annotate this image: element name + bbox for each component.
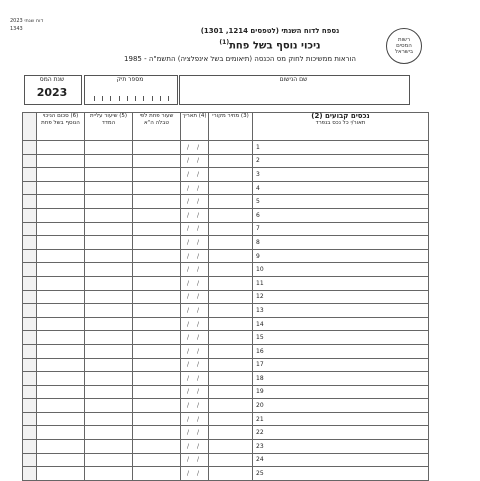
additional-deduction-cell[interactable] xyxy=(37,331,85,345)
table-row xyxy=(23,453,429,467)
table-row xyxy=(23,208,429,222)
index-rise-cell[interactable] xyxy=(85,440,133,454)
margin-cell xyxy=(23,412,37,426)
additional-deduction-cell[interactable] xyxy=(37,358,85,372)
table-row xyxy=(23,344,429,358)
date-cell[interactable]: / / xyxy=(181,344,209,358)
asset-description-cell[interactable]: 22 xyxy=(253,426,429,440)
original-price-cell[interactable] xyxy=(209,467,253,481)
index-rise-cell[interactable] xyxy=(85,236,133,250)
additional-deduction-cell[interactable] xyxy=(37,399,85,413)
index-rise-cell[interactable] xyxy=(85,168,133,182)
depreciation-rate-cell[interactable] xyxy=(133,344,181,358)
asset-description-cell[interactable]: 4 xyxy=(253,181,429,195)
depreciation-rate-cell[interactable] xyxy=(133,141,181,155)
table-row xyxy=(23,317,429,331)
additional-deduction-cell[interactable] xyxy=(37,304,85,318)
margin-cell xyxy=(23,304,37,318)
table-row xyxy=(23,412,429,426)
table-row xyxy=(23,263,429,277)
asset-description-cell[interactable]: 7 xyxy=(253,222,429,236)
additional-deduction-cell[interactable] xyxy=(37,426,85,440)
additional-deduction-cell[interactable] xyxy=(37,222,85,236)
margin-cell xyxy=(23,168,37,182)
margin-cell xyxy=(23,208,37,222)
original-price-cell[interactable] xyxy=(209,249,253,263)
original-price-cell[interactable] xyxy=(209,263,253,277)
index-rise-cell[interactable] xyxy=(85,290,133,304)
asset-description-cell[interactable]: 12 xyxy=(253,290,429,304)
original-price-cell[interactable] xyxy=(209,344,253,358)
table-row xyxy=(23,222,429,236)
depreciation-rate-cell[interactable] xyxy=(133,236,181,250)
col-assets-sub: תאור/י כל נכס בנפרד xyxy=(315,120,366,126)
asset-description-cell[interactable]: 19 xyxy=(253,385,429,399)
index-rise-cell[interactable] xyxy=(85,222,133,236)
table-row xyxy=(23,249,429,263)
col-header-date: (4) תאריך xyxy=(181,113,209,141)
original-price-cell[interactable] xyxy=(209,236,253,250)
additional-deduction-cell[interactable] xyxy=(37,181,85,195)
margin-cell xyxy=(23,195,37,209)
additional-deduction-cell[interactable] xyxy=(37,249,85,263)
taxpayer-name-label: שם הנישום xyxy=(279,76,308,83)
table-row xyxy=(23,168,429,182)
depreciation-rate-cell[interactable] xyxy=(133,195,181,209)
col-assets-title: נכסים קבועים xyxy=(325,112,370,120)
depreciation-rate-cell[interactable] xyxy=(133,467,181,481)
corner-form-number: 1343 xyxy=(10,26,23,32)
margin-cell xyxy=(23,426,37,440)
depreciation-rate-cell[interactable] xyxy=(133,222,181,236)
corner-year: דוח שנתי 2023 xyxy=(10,18,44,24)
asset-description-cell[interactable]: 11 xyxy=(253,276,429,290)
margin-cell xyxy=(23,331,37,345)
margin-cell xyxy=(23,276,37,290)
form-subtitle: הוראות ממשיכות לחוק מס הכנסה (תיאומים בשל אינפלציה) התשמ"ה - 1985 xyxy=(124,55,356,63)
original-price-cell[interactable] xyxy=(209,453,253,467)
index-rise-cell[interactable] xyxy=(85,304,133,318)
asset-description-cell[interactable]: 20 xyxy=(253,399,429,413)
depreciation-rate-cell[interactable] xyxy=(133,154,181,168)
index-rise-cell[interactable] xyxy=(85,317,133,331)
date-cell[interactable]: / / xyxy=(181,317,209,331)
table-row xyxy=(23,195,429,209)
index-rise-cell[interactable] xyxy=(85,344,133,358)
date-cell[interactable]: / / xyxy=(181,181,209,195)
margin-cell xyxy=(23,399,37,413)
original-price-cell[interactable] xyxy=(209,372,253,386)
asset-description-cell[interactable]: 3 xyxy=(253,168,429,182)
original-price-cell[interactable] xyxy=(209,222,253,236)
original-price-cell[interactable] xyxy=(209,385,253,399)
table-row xyxy=(23,331,429,345)
original-price-cell[interactable] xyxy=(209,358,253,372)
asset-description-cell[interactable]: 24 xyxy=(253,453,429,467)
additional-deduction-cell[interactable] xyxy=(37,141,85,155)
margin-cell xyxy=(23,154,37,168)
date-cell[interactable]: / / xyxy=(181,385,209,399)
date-cell[interactable]: / / xyxy=(181,467,209,481)
additional-deduction-cell[interactable] xyxy=(37,154,85,168)
margin-cell xyxy=(23,344,37,358)
index-rise-cell[interactable] xyxy=(85,412,133,426)
col-assets-note: (2) xyxy=(311,112,323,120)
table-header-row xyxy=(23,113,429,141)
original-price-cell[interactable] xyxy=(209,399,253,413)
date-cell[interactable]: / / xyxy=(181,263,209,277)
asset-description-cell[interactable]: 15 xyxy=(253,331,429,345)
table-row xyxy=(23,358,429,372)
tax-year-value: 2023 xyxy=(36,86,68,99)
additional-deduction-cell[interactable] xyxy=(37,385,85,399)
depreciation-rate-cell[interactable] xyxy=(133,304,181,318)
col-header-assets xyxy=(253,113,429,141)
original-price-cell[interactable] xyxy=(209,141,253,155)
tax-authority-logo xyxy=(386,28,422,64)
asset-description-cell[interactable]: 25 xyxy=(253,467,429,481)
table-row xyxy=(23,276,429,290)
index-rise-cell[interactable] xyxy=(85,195,133,209)
depreciation-rate-cell[interactable] xyxy=(133,358,181,372)
margin-cell xyxy=(23,358,37,372)
index-rise-cell[interactable] xyxy=(85,208,133,222)
col-header-original-price: (3) מחיר מקורי xyxy=(209,113,253,141)
file-number-label: מספר תיק xyxy=(116,76,144,83)
asset-description-cell[interactable]: 17 xyxy=(253,358,429,372)
table-row xyxy=(23,399,429,413)
depreciation-rate-cell[interactable] xyxy=(133,426,181,440)
depreciation-rate-cell[interactable] xyxy=(133,372,181,386)
additional-deduction-cell[interactable] xyxy=(37,317,85,331)
col-header-depreciation-rate: שעור פחת לפי טבלה ה"א xyxy=(133,113,181,141)
asset-description-cell[interactable]: 16 xyxy=(253,344,429,358)
additional-deduction-cell[interactable] xyxy=(37,290,85,304)
index-rise-cell[interactable] xyxy=(85,453,133,467)
date-cell[interactable]: / / xyxy=(181,304,209,318)
additional-deduction-cell[interactable] xyxy=(37,263,85,277)
depreciation-rate-cell[interactable] xyxy=(133,208,181,222)
table-row xyxy=(23,154,429,168)
margin-cell xyxy=(23,290,37,304)
date-cell[interactable]: / / xyxy=(181,399,209,413)
asset-description-cell[interactable]: 9 xyxy=(253,249,429,263)
original-price-cell[interactable] xyxy=(209,426,253,440)
asset-description-cell[interactable]: 1 xyxy=(253,141,429,155)
margin-cell xyxy=(23,222,37,236)
index-rise-cell[interactable] xyxy=(85,249,133,263)
additional-deduction-cell[interactable] xyxy=(37,276,85,290)
depreciation-rate-cell[interactable] xyxy=(133,440,181,454)
additional-deduction-cell[interactable] xyxy=(37,236,85,250)
original-price-cell[interactable] xyxy=(209,290,253,304)
original-price-cell[interactable] xyxy=(209,276,253,290)
original-price-cell[interactable] xyxy=(209,317,253,331)
index-rise-cell[interactable] xyxy=(85,372,133,386)
original-price-cell[interactable] xyxy=(209,412,253,426)
depreciation-rate-cell[interactable] xyxy=(133,412,181,426)
table-row xyxy=(23,440,429,454)
date-cell[interactable]: / / xyxy=(181,331,209,345)
additional-deduction-cell[interactable] xyxy=(37,467,85,481)
table-row xyxy=(23,372,429,386)
form-title xyxy=(170,39,370,51)
date-cell[interactable]: / / xyxy=(181,440,209,454)
additional-deduction-cell[interactable] xyxy=(37,195,85,209)
margin-cell xyxy=(23,317,37,331)
table-row xyxy=(23,304,429,318)
file-number-digit-marks xyxy=(94,96,169,102)
asset-description-cell[interactable]: 2 xyxy=(253,154,429,168)
table-row xyxy=(23,385,429,399)
original-price-cell[interactable] xyxy=(209,440,253,454)
index-rise-cell[interactable] xyxy=(85,263,133,277)
depreciation-rate-cell[interactable] xyxy=(133,181,181,195)
depreciation-rate-cell[interactable] xyxy=(133,168,181,182)
margin-cell xyxy=(23,263,37,277)
asset-description-cell[interactable]: 14 xyxy=(253,317,429,331)
index-rise-cell[interactable] xyxy=(85,399,133,413)
original-price-cell[interactable] xyxy=(209,154,253,168)
col-header-index-rise: (5) שיעור עליית המדד xyxy=(85,113,133,141)
assets-table xyxy=(22,112,429,481)
original-price-cell[interactable] xyxy=(209,195,253,209)
index-rise-cell[interactable] xyxy=(85,276,133,290)
tax-year-label: שנת המס xyxy=(39,76,65,83)
date-cell[interactable]: / / xyxy=(181,195,209,209)
index-rise-cell[interactable] xyxy=(85,426,133,440)
asset-description-cell[interactable]: 13 xyxy=(253,304,429,318)
table-row xyxy=(23,467,429,481)
index-rise-cell[interactable] xyxy=(85,467,133,481)
date-cell[interactable]: / / xyxy=(181,208,209,222)
date-cell[interactable]: / / xyxy=(181,290,209,304)
col-header-additional-deduction: (6) סכום הניכוי הנוסף בשל פחת xyxy=(37,113,85,141)
asset-description-cell[interactable]: 5 xyxy=(253,195,429,209)
original-price-cell[interactable] xyxy=(209,304,253,318)
asset-description-cell[interactable]: 23 xyxy=(253,440,429,454)
margin-cell xyxy=(23,181,37,195)
asset-description-cell[interactable]: 18 xyxy=(253,372,429,386)
additional-deduction-cell[interactable] xyxy=(37,412,85,426)
index-rise-cell[interactable] xyxy=(85,385,133,399)
form-supertitle: נספח לדוח השנתי (לטפסים 1214, 1301) xyxy=(200,27,340,35)
margin-cell xyxy=(23,236,37,250)
title-text: ניכוי נוסף בשל פחת xyxy=(229,40,321,52)
date-cell[interactable]: / / xyxy=(181,249,209,263)
additional-deduction-cell[interactable] xyxy=(37,440,85,454)
date-cell[interactable]: / / xyxy=(181,222,209,236)
margin-cell xyxy=(23,372,37,386)
margin-cell xyxy=(23,385,37,399)
additional-deduction-cell[interactable] xyxy=(37,168,85,182)
table-row xyxy=(23,290,429,304)
date-cell[interactable]: / / xyxy=(181,236,209,250)
additional-deduction-cell[interactable] xyxy=(37,208,85,222)
additional-deduction-cell[interactable] xyxy=(37,344,85,358)
date-cell[interactable]: / / xyxy=(181,358,209,372)
date-cell[interactable]: / / xyxy=(181,412,209,426)
asset-description-cell[interactable]: 6 xyxy=(253,208,429,222)
depreciation-rate-cell[interactable] xyxy=(133,263,181,277)
table-row xyxy=(23,426,429,440)
margin-cell xyxy=(23,141,37,155)
asset-description-cell[interactable]: 21 xyxy=(253,412,429,426)
margin-cell xyxy=(23,467,37,481)
margin-cell xyxy=(23,249,37,263)
original-price-cell[interactable] xyxy=(209,181,253,195)
index-rise-cell[interactable] xyxy=(85,154,133,168)
table-row xyxy=(23,181,429,195)
depreciation-rate-cell[interactable] xyxy=(133,331,181,345)
date-cell[interactable]: / / xyxy=(181,276,209,290)
depreciation-rate-cell[interactable] xyxy=(133,290,181,304)
additional-deduction-cell[interactable] xyxy=(37,372,85,386)
index-rise-cell[interactable] xyxy=(85,358,133,372)
margin-cell xyxy=(23,453,37,467)
date-cell[interactable]: / / xyxy=(181,154,209,168)
date-cell[interactable]: / / xyxy=(181,453,209,467)
original-price-cell[interactable] xyxy=(209,331,253,345)
date-cell[interactable]: / / xyxy=(181,141,209,155)
original-price-cell[interactable] xyxy=(209,168,253,182)
col-header-margin xyxy=(23,113,37,141)
depreciation-rate-cell[interactable] xyxy=(133,317,181,331)
form-corner-info xyxy=(10,17,43,33)
title-note: (1) xyxy=(219,39,230,46)
date-cell[interactable]: / / xyxy=(181,426,209,440)
depreciation-rate-cell[interactable] xyxy=(133,399,181,413)
date-cell[interactable]: / / xyxy=(181,372,209,386)
index-rise-cell[interactable] xyxy=(85,331,133,345)
date-cell[interactable]: / / xyxy=(181,168,209,182)
index-rise-cell[interactable] xyxy=(85,181,133,195)
depreciation-rate-cell[interactable] xyxy=(133,276,181,290)
original-price-cell[interactable] xyxy=(209,208,253,222)
asset-description-cell[interactable]: 10 xyxy=(253,263,429,277)
depreciation-rate-cell[interactable] xyxy=(133,453,181,467)
depreciation-rate-cell[interactable] xyxy=(133,249,181,263)
table-row xyxy=(23,236,429,250)
depreciation-rate-cell[interactable] xyxy=(133,385,181,399)
asset-description-cell[interactable]: 8 xyxy=(253,236,429,250)
table-row xyxy=(23,141,429,155)
additional-deduction-cell[interactable] xyxy=(37,453,85,467)
margin-cell xyxy=(23,440,37,454)
logo-text: רשות המסים בישראל xyxy=(394,37,414,55)
index-rise-cell[interactable] xyxy=(85,141,133,155)
